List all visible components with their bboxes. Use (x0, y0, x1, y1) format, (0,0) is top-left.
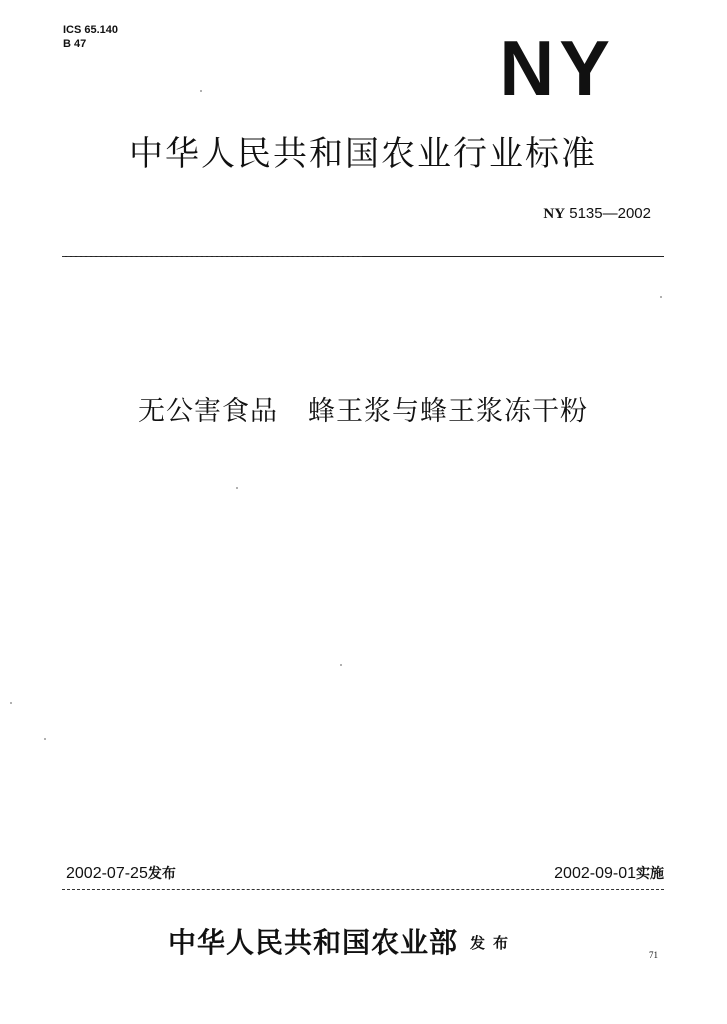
scan-speck (660, 296, 662, 298)
document-title-subject: 蜂王浆与蜂王浆冻干粉 (308, 396, 588, 427)
ccs-classification: B 47 (63, 38, 87, 50)
ny-logo: NY (499, 25, 615, 113)
scan-speck (10, 702, 12, 704)
publisher-line (168, 926, 516, 960)
standard-code-prefix: NY (543, 206, 566, 222)
page-number: 71 (649, 950, 658, 960)
scan-speck (236, 487, 238, 489)
scan-speck (340, 664, 342, 666)
standard-number (543, 205, 651, 223)
implement-date: 2002-09-01 (554, 865, 636, 882)
publish-date-row (66, 864, 176, 884)
implement-date-row (554, 864, 664, 884)
standard-title: 中华人民共和国农业行业标准 (129, 134, 597, 174)
scan-speck (44, 738, 46, 740)
publisher-action: 发布 (470, 934, 517, 952)
document-title-category: 无公害食品 (138, 396, 278, 427)
publish-label: 发布 (147, 866, 176, 882)
standard-code-number: 5135—2002 (569, 205, 651, 222)
publish-date: 2002-07-25 (66, 865, 148, 882)
publisher-name: 中华人民共和国农业部 (168, 926, 459, 959)
scan-speck (200, 90, 202, 92)
implement-label: 实施 (636, 866, 664, 882)
footer-divider (62, 889, 664, 890)
document-title (62, 392, 664, 432)
header-divider-dashed (62, 256, 362, 257)
ics-classification: ICS 65.140 (63, 24, 119, 36)
